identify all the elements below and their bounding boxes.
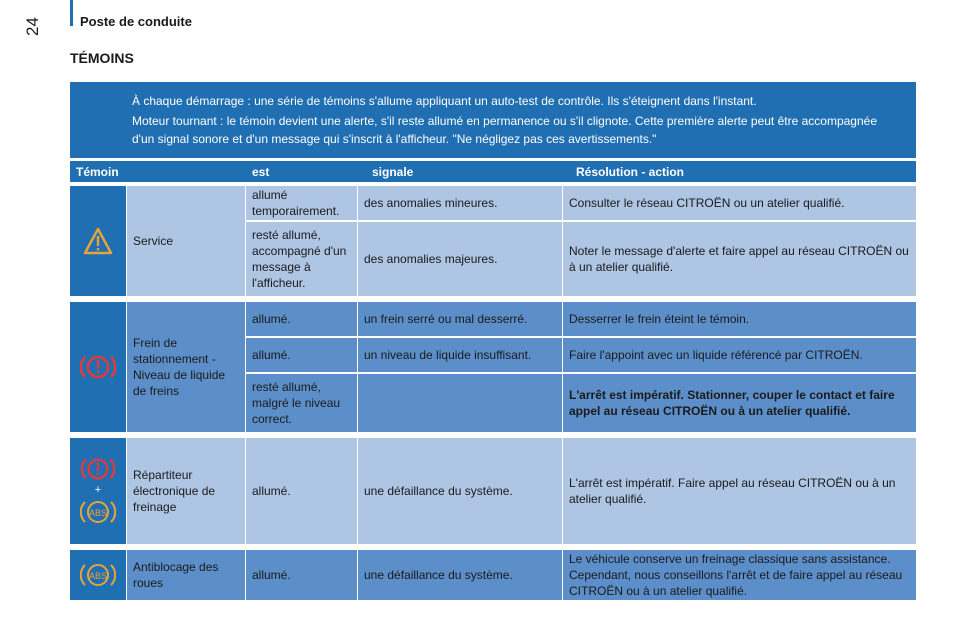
- brake-row3-signale: [358, 374, 562, 432]
- brake-row2-signale: un niveau de liquide insuffisant.: [358, 338, 562, 372]
- service-row2-action: Noter le message d'alerte et faire appel au réseau CITROËN ou à un atelier qualifié.: [563, 222, 916, 296]
- abs-action: Le véhicule conserve un freinage classique sans assistance. Cependant, nous conseillons l'arrêt et de faire appel au réseau CITROËN ou à un atelier qualifié.: [563, 550, 916, 600]
- section-title: TÉMOINS: [70, 50, 134, 66]
- service-icon-cell: [70, 186, 126, 296]
- service-row1-est: allumé temporairement.: [246, 186, 357, 220]
- header-signale: signale: [372, 165, 414, 179]
- brake-icon-cell: [70, 302, 126, 432]
- distributor-signale: une défaillance du système.: [358, 438, 562, 544]
- service-row1-signale: des anomalies mineures.: [358, 186, 562, 220]
- group-parking-brake: [70, 302, 916, 432]
- intro-paragraph-2: Moteur tournant : le témoin devient une alerte, s'il reste allumé en permanence ou s'il clignote. Cette première alerte peut être accompagnée d'un signal sonore et d'un message qui s'inscrit à l'afficheur. "Ne négligez pas ces avertissements.": [132, 114, 877, 146]
- abs-icon-cell: [70, 550, 126, 600]
- service-row2-est: resté allumé, accompagné d'un message à l'afficheur.: [246, 222, 357, 296]
- brake-row3-est: resté allumé, malgré le niveau correct.: [246, 374, 357, 432]
- distributor-icon-cell: [70, 438, 126, 544]
- group-service: [70, 186, 916, 296]
- header-accent-bar: [70, 0, 73, 26]
- intro-box: [70, 82, 916, 158]
- distributor-est: allumé.: [246, 438, 357, 544]
- brake-warning-icon: [81, 454, 115, 484]
- abs-name: Antiblocage des roues: [127, 550, 245, 600]
- header-est: est: [252, 165, 270, 179]
- plus-sign: +: [94, 484, 102, 496]
- brake-row2-action: Faire l'appoint avec un liquide référencé par CITROËN.: [563, 338, 916, 372]
- brake-warning-icon: [80, 351, 116, 383]
- abs-label: ABS: [88, 571, 108, 581]
- brake-row1-signale: un frein serré ou mal desserré.: [358, 302, 562, 336]
- abs-icon: [80, 559, 116, 591]
- warning-lights-table: [70, 161, 916, 600]
- warning-triangle-icon: [83, 227, 113, 255]
- group-brake-distributor: [70, 438, 916, 544]
- service-row1-action: Consulter le réseau CITROËN ou un atelier qualifié.: [563, 186, 916, 220]
- header-temoin: Témoin: [76, 165, 119, 179]
- service-name: Service: [127, 186, 245, 296]
- brake-row1-action: Desserrer le frein éteint le témoin.: [563, 302, 916, 336]
- group-abs: [70, 550, 916, 600]
- intro-paragraph-1: À chaque démarrage : une série de témoins s'allume appliquant un auto-test de contrôle. Ils s'éteignent dans l'instant.: [132, 94, 757, 108]
- table-header: [70, 161, 916, 182]
- distributor-action: L'arrêt est impératif. Faire appel au réseau CITROËN ou à un atelier qualifié.: [563, 438, 916, 544]
- service-row2-signale: des anomalies majeures.: [358, 222, 562, 296]
- abs-label: ABS: [88, 508, 108, 518]
- header-action: Résolution - action: [576, 165, 684, 179]
- distributor-name: Répartiteur électronique de freinage: [127, 438, 245, 544]
- brake-name: Frein de stationnement - Niveau de liquide de freins: [127, 302, 245, 432]
- page-number: 24: [23, 17, 42, 36]
- brake-row3-action: L'arrêt est impératif. Stationner, couper le contact et faire appel au réseau CITROËN ou à un atelier qualifié.: [563, 374, 916, 432]
- brake-row2-est: allumé.: [246, 338, 357, 372]
- abs-est: allumé.: [246, 550, 357, 600]
- abs-signale: une défaillance du système.: [358, 550, 562, 600]
- header-section-label: Poste de conduite: [80, 14, 192, 29]
- brake-row1-est: allumé.: [246, 302, 357, 336]
- abs-icon: [80, 496, 116, 528]
